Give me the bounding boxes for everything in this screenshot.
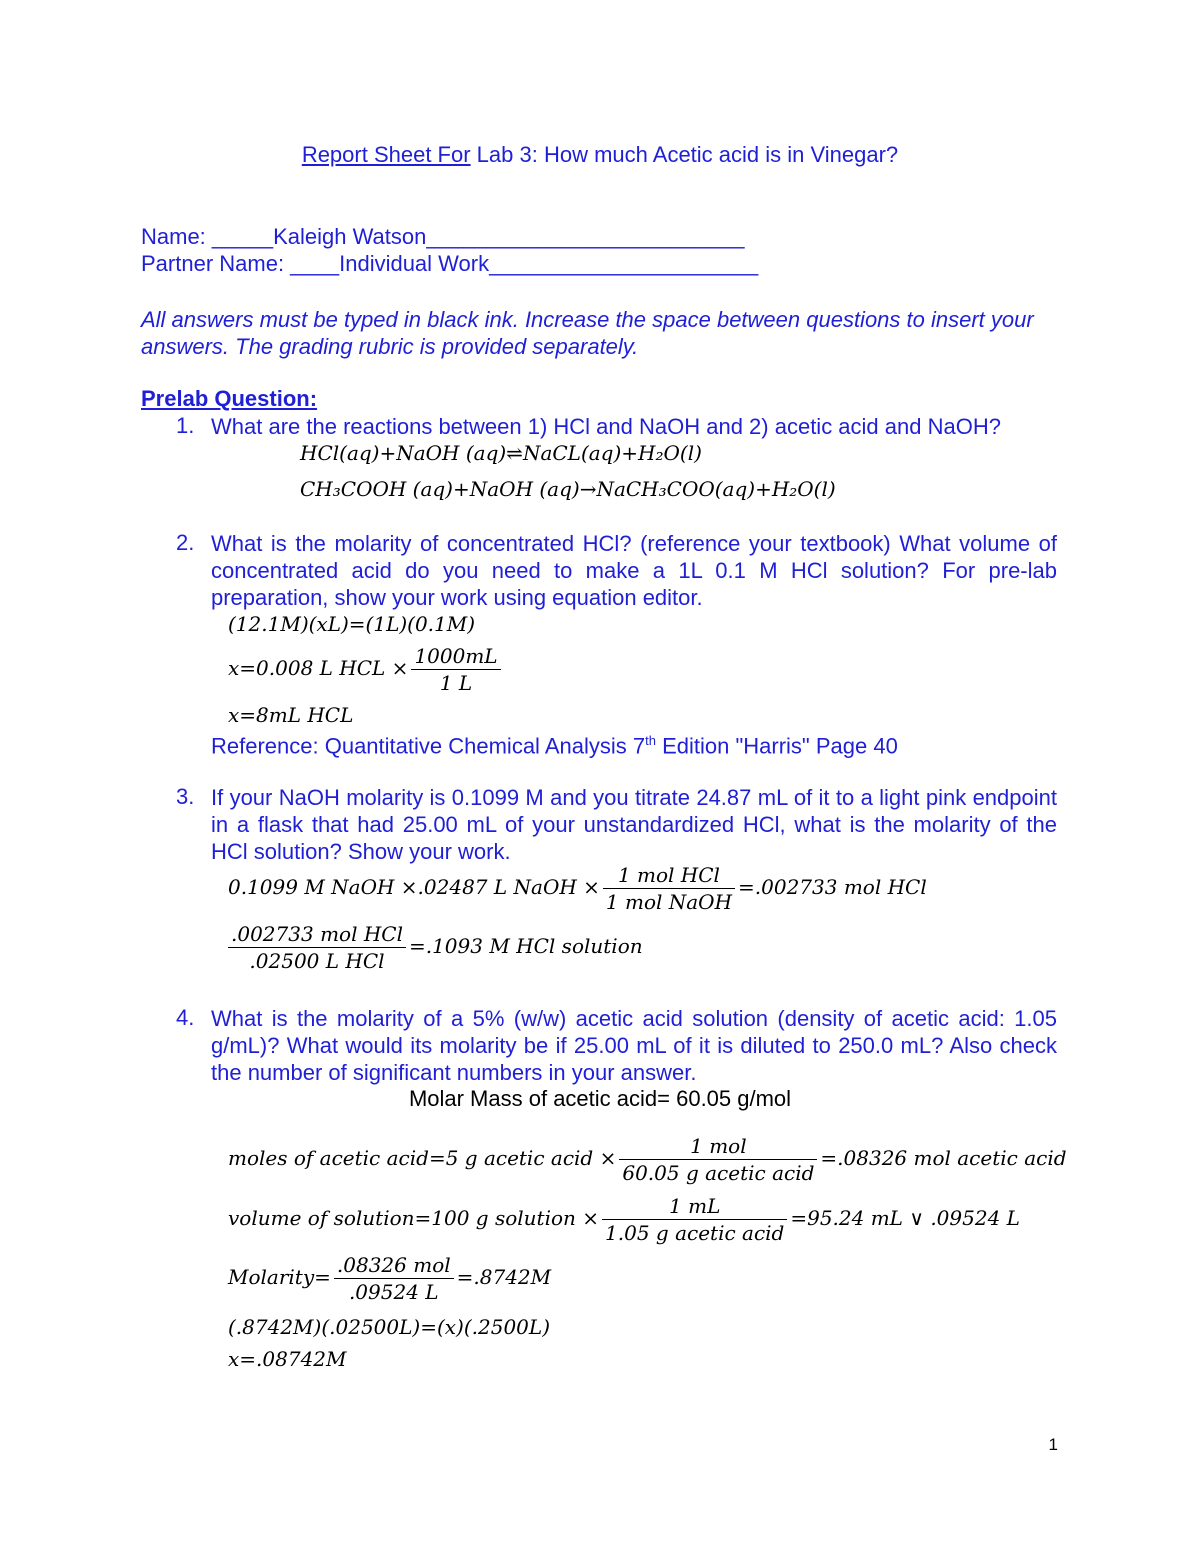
q3-eq2-fraction xyxy=(228,922,406,973)
q3-eq2-denominator: .02500 L HCl xyxy=(249,949,385,973)
q4-eq2-left: volume of solution=100 g solution × xyxy=(228,1206,600,1230)
report-sheet-link[interactable]: Report Sheet For xyxy=(301,142,471,167)
q2-ref-text: Reference: Quantitative Chemical Analysis 7 xyxy=(211,733,646,759)
q2-eq2-fraction xyxy=(411,644,500,695)
q4-eq3-denominator: .09524 L xyxy=(348,1280,439,1304)
q4-eq1-left: moles of acetic acid=5 g acetic acid × xyxy=(228,1146,617,1170)
q1-equation-1: HCl(aq)+NaOH (aq)⇌NaCL(aq)+H₂O(l) xyxy=(300,441,702,465)
q4-eq2-fraction xyxy=(602,1194,787,1245)
q3-eq1-fraction xyxy=(603,863,735,914)
instructions: All answers must be typed in black ink. Increase the space between questions to insert your answers. The grading rubric is provided separately. xyxy=(141,307,1034,359)
q4-eq1-denominator: 60.05 g acetic acid xyxy=(622,1161,815,1185)
q2-equation-1: (12.1M)(xL)=(1L)(0.1M) xyxy=(228,612,476,636)
page-number: 1 xyxy=(1048,1435,1058,1454)
report-title xyxy=(0,142,1200,168)
q3-number: 3. xyxy=(176,784,195,809)
q4-equation-5: x=.08742M xyxy=(228,1347,347,1371)
q3-text: If your NaOH molarity is 0.1099 M and you titrate 24.87 mL of it to a light pink endpoint in a flask that had 25.00 mL of your unstandardized HCl, what is the molarity of the HCl solution? Show your work. xyxy=(211,785,1057,864)
q4-equation-2 xyxy=(228,1194,1020,1245)
q2-text: What is the molarity of concentrated HCl? (reference your textbook) What volume of concentrated acid do you need to make a 1L 0.1 M HCl solution? For pre-lab preparation, show your work using equation editor. xyxy=(211,531,1057,610)
q4-eq3-right: =.8742M xyxy=(456,1265,552,1289)
q2-number: 2. xyxy=(176,530,195,555)
q2-ref-text-end: Edition "Harris" Page 40 xyxy=(655,733,898,759)
q3-eq1-denominator: 1 mol NaOH xyxy=(605,890,733,914)
prelab-heading: Prelab Question: xyxy=(141,386,318,411)
q4-equation-3 xyxy=(228,1253,551,1304)
q4-eq3-fraction xyxy=(334,1253,454,1304)
q3-equation-2 xyxy=(228,922,643,973)
q1-number: 1. xyxy=(176,413,195,438)
q2-equation-3: x=8mL HCL xyxy=(228,703,354,727)
q3-eq1-left: 0.1099 M NaOH ×.02487 L NaOH × xyxy=(228,875,600,899)
partner-name-field: Partner Name: ____Individual Work______________________ xyxy=(141,251,759,276)
q4-number: 4. xyxy=(176,1005,195,1030)
q3-eq2-numerator: .002733 mol HCl xyxy=(228,922,406,948)
q4-eq1-right: =.08326 mol acetic acid xyxy=(820,1146,1067,1170)
name-field: Name: _____Kaleigh Watson__________________________ xyxy=(141,224,745,249)
q3-equation-1 xyxy=(228,863,927,914)
q2-ref-superscript: th xyxy=(645,733,656,748)
q2-equation-2 xyxy=(228,644,504,695)
q4-eq1-fraction xyxy=(619,1134,817,1185)
q4-molar-mass: Molar Mass of acetic acid= 60.05 g/mol xyxy=(408,1086,792,1111)
lab-title: Lab 3: How much Acetic acid is in Vinegar? xyxy=(470,142,899,167)
q2-eq2-left: x=0.008 L HCL × xyxy=(228,656,409,680)
q3-eq2-right: =.1093 M HCl solution xyxy=(408,934,643,958)
q1-text: What are the reactions between 1) HCl and NaOH and 2) acetic acid and NaOH? xyxy=(211,414,1001,439)
q1-equation-2: CH₃COOH (aq)+NaOH (aq)→NaCH₃COO(aq)+H₂O(l) xyxy=(300,477,836,501)
q4-equation-1 xyxy=(228,1134,1067,1185)
q3-eq1-right: =.002733 mol HCl xyxy=(738,875,927,899)
q4-eq1-numerator: 1 mol xyxy=(619,1134,817,1160)
q2-eq2-denominator: 1 L xyxy=(439,671,473,695)
q4-eq2-numerator: 1 mL xyxy=(602,1194,787,1220)
q4-eq2-right: =95.24 mL ∨ .09524 L xyxy=(790,1206,1020,1230)
q2-eq2-numerator: 1000mL xyxy=(411,644,500,670)
q2-reference xyxy=(211,733,898,759)
q3-eq1-numerator: 1 mol HCl xyxy=(603,863,735,889)
q4-eq3-numerator: .08326 mol xyxy=(334,1253,454,1279)
q4-text: What is the molarity of a 5% (w/w) acetic acid solution (density of acetic acid: 1.05 g/mL)? What would its molarity be if 25.00 mL of it is diluted to 250.0 mL? Also check the number of significant numbers in your answer. xyxy=(211,1006,1057,1085)
q4-equation-4: (.8742M)(.02500L)=(x)(.2500L) xyxy=(228,1315,550,1339)
q4-eq3-left: Molarity= xyxy=(228,1265,331,1289)
q4-eq2-denominator: 1.05 g acetic acid xyxy=(605,1221,785,1245)
